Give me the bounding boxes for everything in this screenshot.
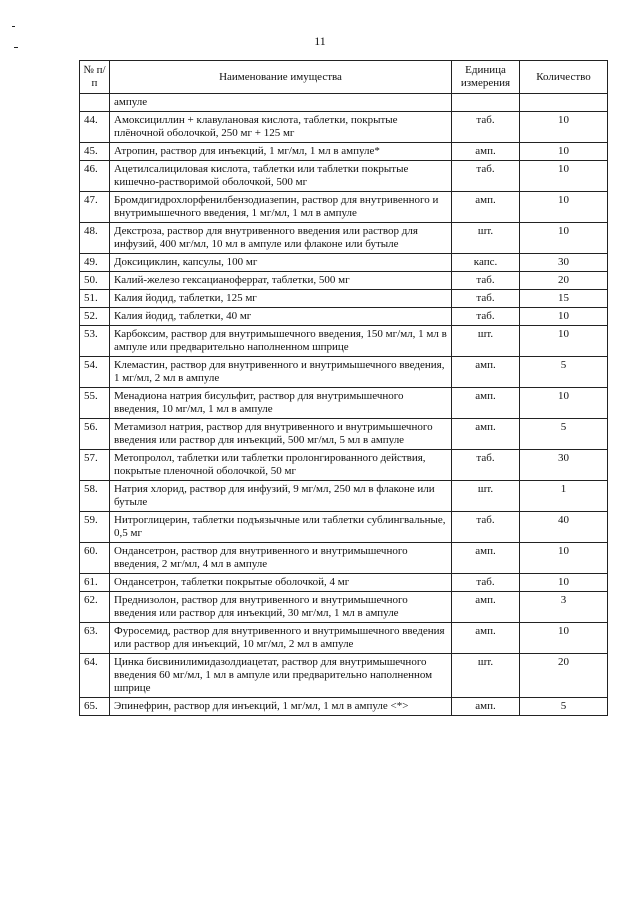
cell-number: 56. [80,419,110,450]
cell-name: Доксициклин, капсулы, 100 мг [110,254,452,272]
cell-number: 54. [80,357,110,388]
cell-unit: таб. [452,308,520,326]
cell-quantity: 30 [520,254,608,272]
cell-quantity: 10 [520,326,608,357]
table-header-row [80,61,608,94]
cell-name: ампуле [110,94,452,112]
table-row [80,143,608,161]
table-row [80,223,608,254]
cell-name: Калия йодид, таблетки, 125 мг [110,290,452,308]
cell-number: 50. [80,272,110,290]
cell-number: 57. [80,450,110,481]
cell-quantity: 20 [520,272,608,290]
table-row [80,357,608,388]
cell-name: Карбоксим, раствор для внутримышечного введения, 150 мг/мл, 1 мл в ампуле или предварительно наполненном шприце [110,326,452,357]
cell-name: Калий-железо гексацианоферрат, таблетки, 500 мг [110,272,452,290]
table-row [80,481,608,512]
cell-name: Ондансетрон, раствор для внутривенного и внутримышечного введения, 2 мг/мл, 4 мл в ампуле [110,543,452,574]
table-row [80,623,608,654]
continuation-row [80,94,608,112]
table-row [80,326,608,357]
cell-quantity: 10 [520,543,608,574]
cell-name: Бромдигидрохлорфенилбензодиазепин, раствор для внутривенного и внутримышечного введения, 1 мг/мл, 1 мл в ампуле [110,192,452,223]
cell-name: Клемастин, раствор для внутривенного и внутримышечного введения, 1 мг/мл, 2 мл в ампуле [110,357,452,388]
cell-number: 60. [80,543,110,574]
cell-name: Эпинефрин, раствор для инъекций, 1 мг/мл, 1 мл в ампуле <*> [110,698,452,716]
cell-quantity: 10 [520,623,608,654]
scan-mark [14,47,18,48]
cell-quantity: 5 [520,698,608,716]
cell-quantity: 10 [520,143,608,161]
cell-quantity: 10 [520,574,608,592]
cell-quantity: 10 [520,388,608,419]
table-row [80,272,608,290]
inventory-table [79,60,608,716]
cell-name: Ондансетрон, таблетки покрытые оболочкой, 4 мг [110,574,452,592]
cell-unit: амп. [452,388,520,419]
table-row [80,308,608,326]
cell-number [80,94,110,112]
cell-number: 58. [80,481,110,512]
cell-number: 55. [80,388,110,419]
cell-unit [452,94,520,112]
cell-number: 48. [80,223,110,254]
cell-unit: таб. [452,450,520,481]
cell-name: Метамизол натрия, раствор для внутривенного и внутримышечного введения или раствор для инъекций, 500 мг/мл, 5 мл в ампуле [110,419,452,450]
table-row [80,698,608,716]
cell-number: 61. [80,574,110,592]
cell-number: 46. [80,161,110,192]
cell-unit: шт. [452,326,520,357]
cell-number: 44. [80,112,110,143]
cell-unit: таб. [452,272,520,290]
cell-name: Преднизолон, раствор для внутривенного и внутримышечного введения или раствор для инъекций, 30 мг/мл, 1 мл в ампуле [110,592,452,623]
table-row [80,192,608,223]
cell-unit: шт. [452,654,520,698]
header-number: № п/п [80,61,110,94]
table-row [80,112,608,143]
cell-unit: таб. [452,112,520,143]
cell-quantity: 10 [520,308,608,326]
cell-unit: амп. [452,143,520,161]
table-row [80,574,608,592]
cell-name: Ацетилсалициловая кислота, таблетки или таблетки покрытые кишечно-растворимой оболочкой, 500 мг [110,161,452,192]
cell-number: 62. [80,592,110,623]
table-row [80,419,608,450]
cell-quantity: 20 [520,654,608,698]
cell-unit: таб. [452,512,520,543]
cell-number: 59. [80,512,110,543]
cell-number: 49. [80,254,110,272]
table-row [80,388,608,419]
cell-unit: таб. [452,161,520,192]
cell-name: Менадиона натрия бисульфит, раствор для внутримышечного введения, 10 мг/мл, 1 мл в ампуле [110,388,452,419]
cell-quantity: 5 [520,357,608,388]
cell-name: Натрия хлорид, раствор для инфузий, 9 мг/мл, 250 мл в флаконе или бутыле [110,481,452,512]
cell-quantity: 10 [520,161,608,192]
cell-unit: амп. [452,357,520,388]
cell-quantity [520,94,608,112]
cell-quantity: 3 [520,592,608,623]
header-unit: Единица измерения [452,61,520,94]
cell-name: Нитроглицерин, таблетки подъязычные или таблетки сублингвальные, 0,5 мг [110,512,452,543]
cell-number: 63. [80,623,110,654]
cell-quantity: 10 [520,192,608,223]
cell-unit: капс. [452,254,520,272]
cell-unit: амп. [452,698,520,716]
cell-quantity: 15 [520,290,608,308]
cell-unit: таб. [452,290,520,308]
table-row [80,512,608,543]
header-name: Наименование имущества [110,61,452,94]
cell-unit: амп. [452,192,520,223]
cell-unit: амп. [452,623,520,654]
table-row [80,543,608,574]
cell-unit: амп. [452,419,520,450]
scan-mark [12,26,15,27]
cell-name: Калия йодид, таблетки, 40 мг [110,308,452,326]
cell-unit: шт. [452,481,520,512]
cell-quantity: 1 [520,481,608,512]
cell-quantity: 10 [520,223,608,254]
cell-number: 64. [80,654,110,698]
cell-number: 47. [80,192,110,223]
header-quantity: Количество [520,61,608,94]
cell-unit: амп. [452,592,520,623]
cell-number: 65. [80,698,110,716]
cell-quantity: 10 [520,112,608,143]
cell-name: Атропин, раствор для инъекций, 1 мг/мл, 1 мл в ампуле* [110,143,452,161]
cell-name: Метопролол, таблетки или таблетки пролонгированного действия, покрытые пленочной оболочкой, 50 мг [110,450,452,481]
cell-unit: амп. [452,543,520,574]
cell-number: 45. [80,143,110,161]
cell-number: 53. [80,326,110,357]
table-row [80,290,608,308]
cell-number: 51. [80,290,110,308]
cell-unit: таб. [452,574,520,592]
cell-name: Декстроза, раствор для внутривенного введения или раствор для инфузий, 400 мг/мл, 10 мл в ампуле или флаконе или бутыле [110,223,452,254]
cell-name: Амоксициллин + клавулановая кислота, таблетки, покрытые плёночной оболочкой, 250 мг + 125 мг [110,112,452,143]
cell-name: Цинка бисвинилимидазолдиацетат, раствор для внутримышечного введения 60 мг/мл, 1 мл в ампуле или предварительно наполненном шприце [110,654,452,698]
table-row [80,450,608,481]
page-number: 11 [314,34,326,48]
table-row [80,654,608,698]
cell-number: 52. [80,308,110,326]
cell-quantity: 5 [520,419,608,450]
table-row [80,161,608,192]
cell-quantity: 40 [520,512,608,543]
table-row [80,592,608,623]
cell-unit: шт. [452,223,520,254]
cell-name: Фуросемид, раствор для внутривенного и внутримышечного введения или раствор для инъекций, 10 мг/мл, 2 мл в ампуле [110,623,452,654]
table-row [80,254,608,272]
cell-quantity: 30 [520,450,608,481]
